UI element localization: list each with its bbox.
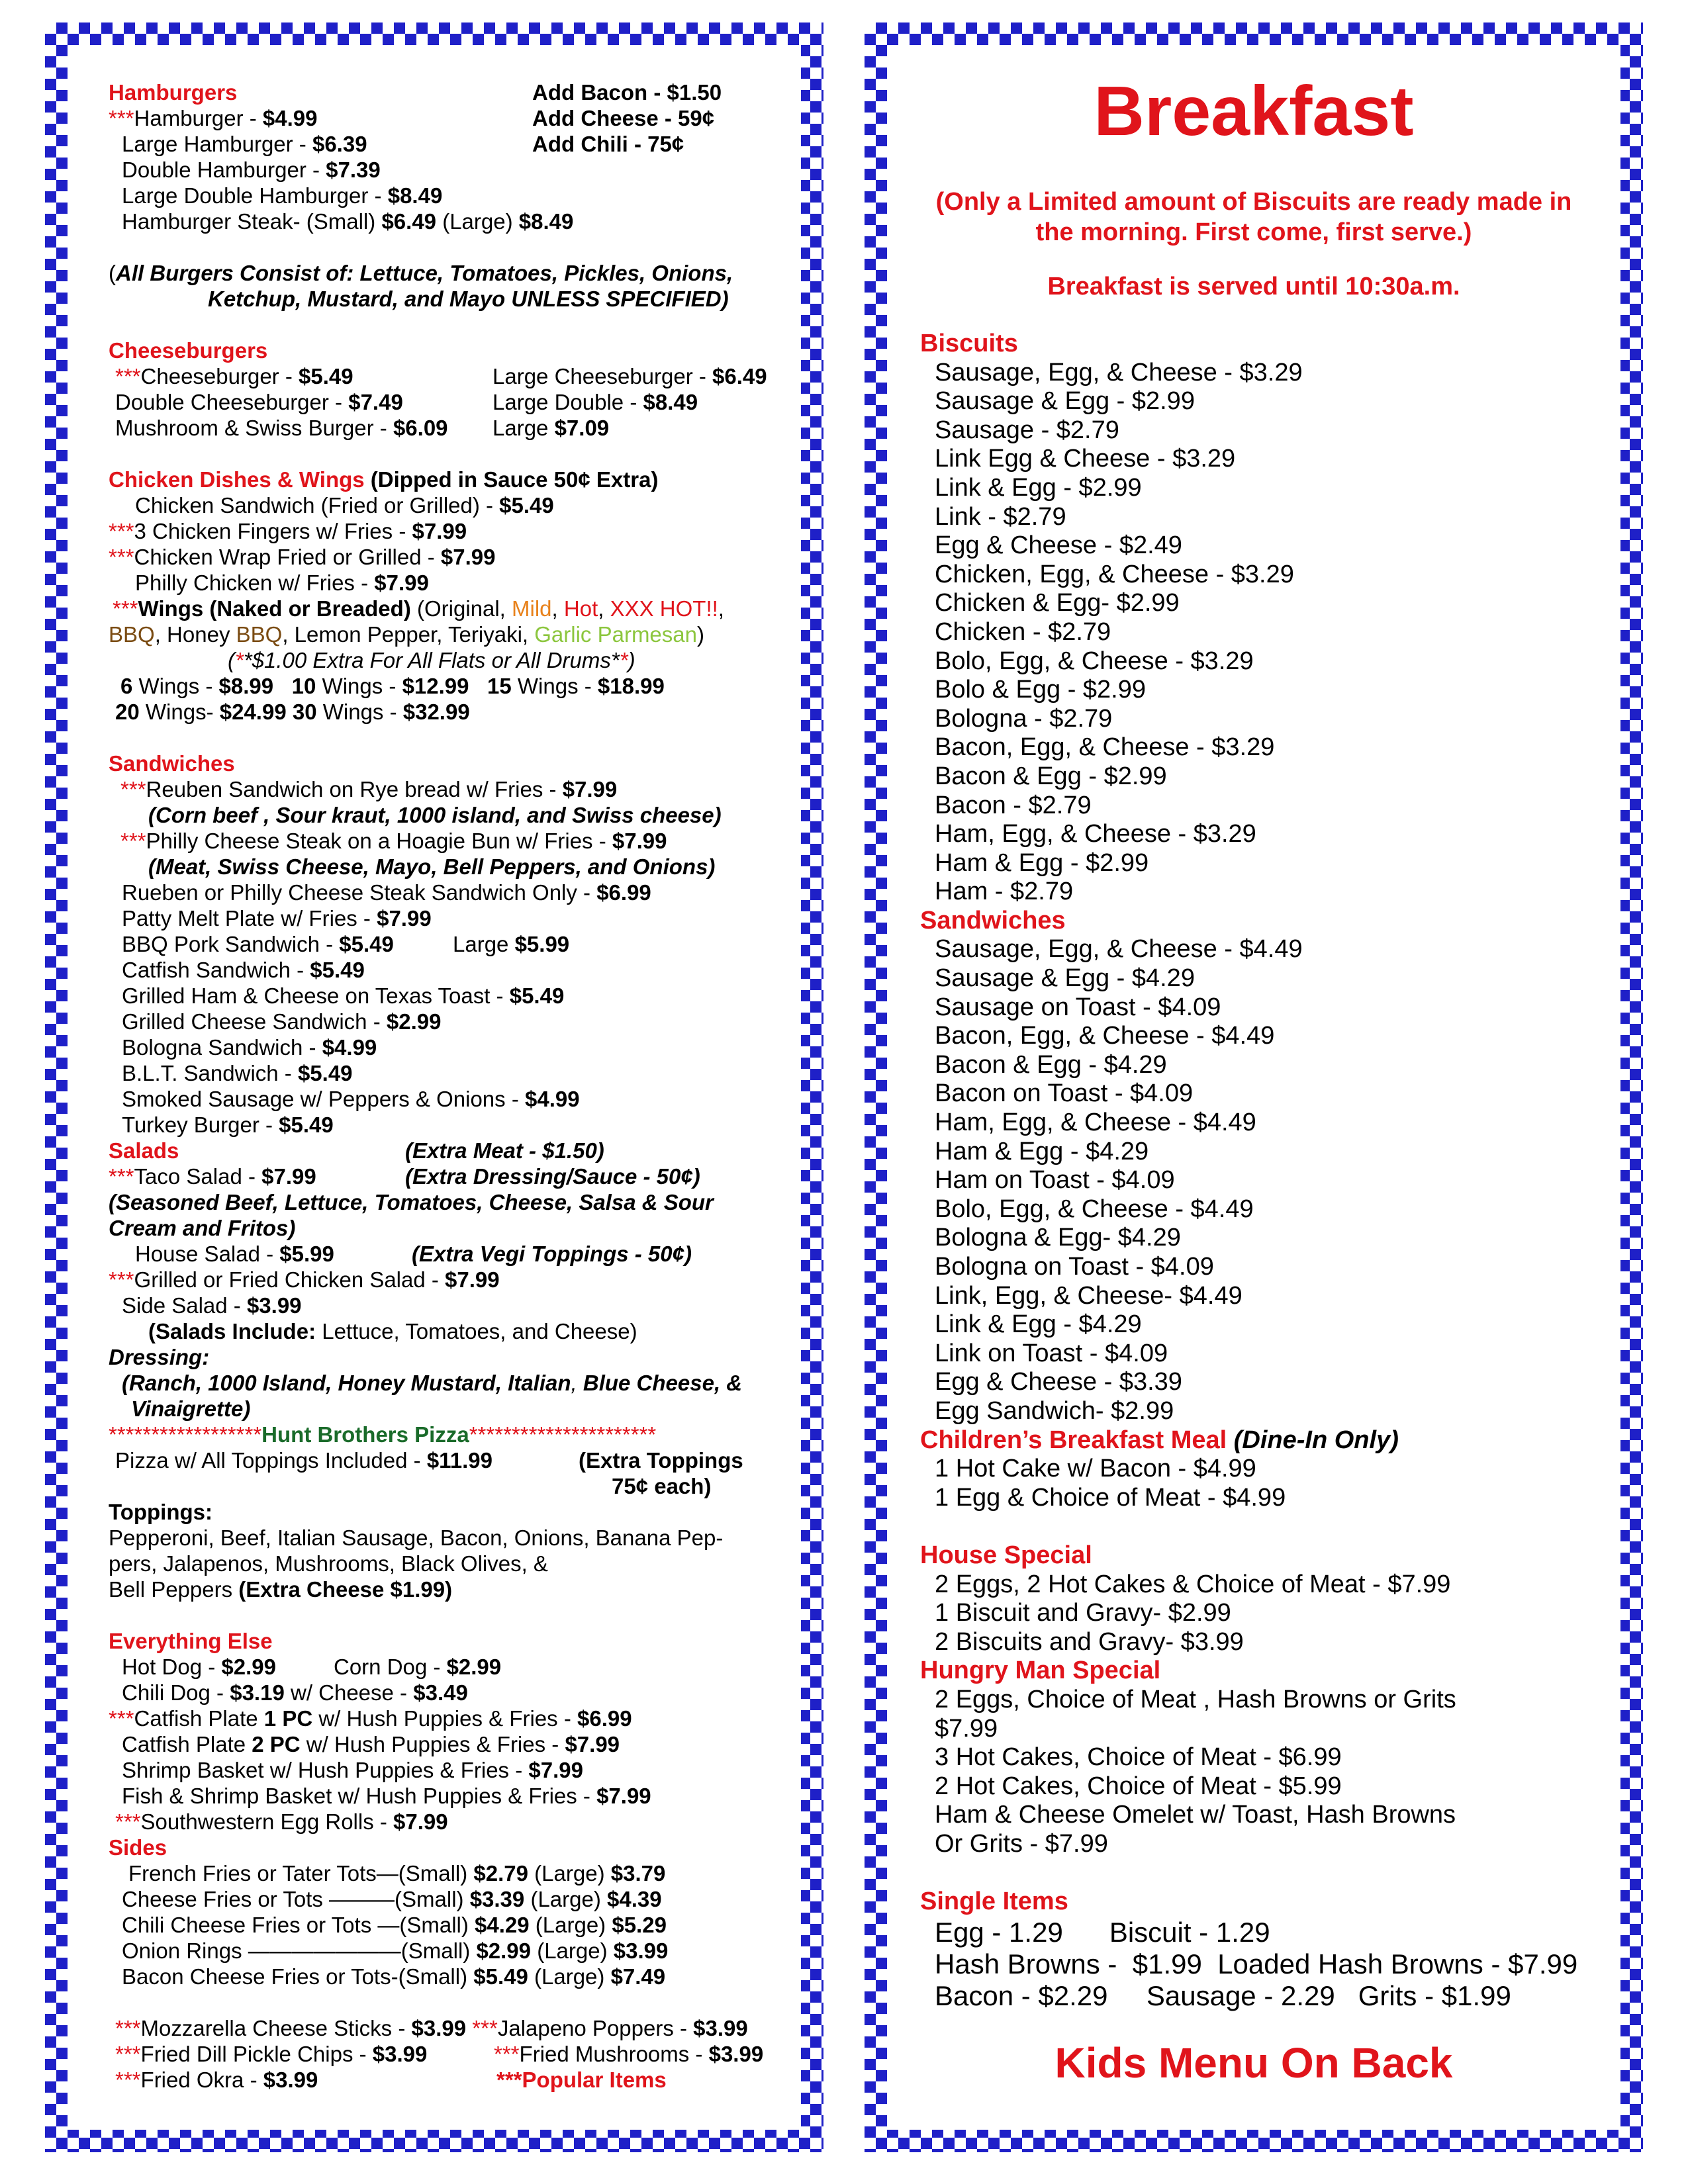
menu-item: Double Cheeseburger - $7.49 Large Double - $8.49 [115,390,698,414]
breakfast-menu-panel [865,23,1643,2152]
menu-item: Bolo, Egg, & Cheese - $3.29 [935,647,1254,675]
burger-note-cont: Ketchup, Mustard, and Mayo UNLESS SPECIFIED) [208,287,729,311]
menu-item: ***Cheeseburger - $5.49 Large Cheeseburger - $6.49 [115,364,767,388]
hungry-man-heading: Hungry Man Special [920,1657,1161,1685]
menu-item: 1 Hot Cake w/ Bacon - $4.99 [935,1455,1256,1483]
menu-item: Sausage on Toast - $4.09 [935,993,1221,1021]
wings-flavors: BBQ, Honey BBQ, Lemon Pepper, Teriyaki, Garlic Parmesan) [109,622,704,647]
menu-item: 1 Biscuit and Gravy- $2.99 [935,1599,1231,1627]
menu-item: Chili Cheese Fries or Tots —(Small) $4.29 (Large) $5.29 [122,1913,667,1937]
hamburgers-heading: Hamburgers [109,80,238,105]
biscuits-heading: Biscuits [920,330,1018,357]
menu-item: ***Chicken Wrap Fried or Grilled - $7.99 [109,545,496,569]
menu-item: Grilled Cheese Sandwich - $2.99 [122,1009,442,1034]
menu-item: Sausage & Egg - $2.99 [935,387,1195,416]
salads-heading: Salads [109,1138,179,1163]
pizza-heading-row: ******************Hunt Brothers Pizza********************** [109,1422,657,1447]
biscuit-notice: (Only a Limited amount of Biscuits are ready made in [935,188,1572,216]
menu-item: 1 Egg & Choice of Meat - $4.99 [935,1483,1286,1512]
menu-item: Turkey Burger - $5.49 [122,1113,334,1137]
breakfast-sandwiches-list [920,935,1607,1426]
addon-cheese: Add Cheese - 59¢ [532,106,715,130]
menu-item: Patty Melt Plate w/ Fries - $7.99 [122,906,432,931]
wing-prices: 6 Wings - $8.99 10 Wings - $12.99 15 Wings - $18.99 [120,674,665,698]
menu-item: Bolo & Egg - $2.99 [935,676,1146,704]
menu-item: Bacon & Egg - $2.99 [935,762,1167,790]
menu-item: Ham & Egg - $4.29 [935,1137,1149,1165]
menu-item: Shrimp Basket w/ Hush Puppies & Fries - $7.99 [122,1758,583,1782]
sandwiches-heading: Sandwiches [109,751,235,776]
menu-item: Rueben or Philly Cheese Steak Sandwich Only - $6.99 [122,880,651,905]
toppings-label: Toppings: [109,1500,213,1524]
item-note: (Seasoned Beef, Lettuce, Tomatoes, Cheese, Salsa & Sour [109,1190,714,1214]
menu-item: Hamburger Steak- (Small) $6.49 (Large) $8.49 [122,209,574,234]
menu-item: Onion Rings ———————(Small) $2.99 (Large) $3.99 [122,1938,669,1963]
menu-item: Double Hamburger - $7.39 [122,158,381,182]
menu-item: ***Hamburger - $4.99 Add Cheese - 59¢ [109,106,715,130]
menu-item: Side Salad - $3.99 [122,1293,302,1318]
menu-item: 2 Eggs, 2 Hot Cakes & Choice of Meat - $7.99 [935,1570,1451,1598]
menu-item: ***Fried Okra - $3.99 ***Popular Items [115,2068,667,2092]
menu-item: ***Taco Salad - $7.99 (Extra Dressing/Sauce - 50¢) [109,1164,700,1189]
menu-item: Link & Egg - $2.99 [935,473,1142,502]
menu-item: Sausage, Egg, & Cheese - $4.49 [935,935,1303,964]
menu-item: 2 Biscuits and Gravy- $3.99 [935,1627,1244,1656]
wing-prices: 20 Wings- $24.99 30 Wings - $32.99 [115,700,470,724]
menu-item: Ham & Cheese Omelet w/ Toast, Hash Browns [935,1801,1456,1829]
hamburgers-heading-row [109,79,788,105]
menu-item: Link on Toast - $4.09 [935,1339,1168,1367]
menu-item: Chili Dog - $3.19 w/ Cheese - $3.49 [122,1680,468,1705]
menu-item: Ham on Toast - $4.09 [935,1166,1175,1195]
single-items-list [920,1917,1607,2012]
menu-item: Grilled Ham & Cheese on Texas Toast - $5.49 [122,983,565,1008]
lunch-menu-content [68,45,801,2130]
childrens-meal-list [920,1455,1607,1512]
cheeseburgers-heading: Cheeseburgers [109,338,268,363]
menu-item: Bacon, Egg, & Cheese - $3.29 [935,733,1275,762]
toppings-list: Pepperoni, Beef, Italian Sausage, Bacon, Onions, Banana Pep- [109,1525,724,1550]
biscuits-list [920,359,1607,907]
menu-item: Ham - $2.79 [935,878,1074,906]
menu-item: Smoked Sausage w/ Peppers & Onions - $4.99 [122,1087,580,1111]
menu-item: ***Mozzarella Cheese Sticks - $3.99 ***Jalapeno Poppers - $3.99 [115,2016,748,2040]
chicken-heading-row: Chicken Dishes & Wings (Dipped in Sauce 50¢ Extra) [109,467,659,492]
menu-item: House Salad - $5.99 (Extra Vegi Toppings - 50¢) [135,1242,692,1266]
breakfast-menu-content [887,45,1620,2130]
item-note: (Meat, Swiss Cheese, Mayo, Bell Peppers, and Onions) [148,854,716,879]
menu-item: ***Southwestern Egg Rolls - $7.99 [115,1809,448,1834]
menu-item: Bacon, Egg, & Cheese - $4.49 [935,1022,1275,1050]
childrens-meal-heading: Children’s Breakfast Meal [920,1426,1227,1454]
menu-item: Egg - 1.29 Biscuit - 1.29 [935,1916,1270,1948]
menu-item: $7.99 [935,1714,998,1743]
menu-item: Bacon Cheese Fries or Tots-(Small) $5.49 (Large) $7.49 [122,1964,666,1989]
menu-item: Chicken Sandwich (Fried or Grilled) - $5.49 [135,493,554,518]
menu-item: 3 Hot Cakes, Choice of Meat - $6.99 [935,1743,1342,1772]
menu-item: Chicken - $2.79 [935,617,1111,646]
menu-item: Pizza w/ All Toppings Included - $11.99 (Extra Toppings [115,1448,743,1473]
menu-item: Large Hamburger - $6.39 Add Chili - 75¢ [122,132,684,156]
breakfast-hours: Breakfast is served until 10:30a.m. [1047,273,1460,300]
menu-item: Bologna - $2.79 [935,704,1113,733]
burger-note: (All Burgers Consist of: Lettuce, Tomatoes, Pickles, Onions, [109,261,733,285]
house-special-list [920,1570,1607,1657]
menu-item: Bolo, Egg, & Cheese - $4.49 [935,1195,1254,1223]
menu-item: Mushroom & Swiss Burger - $6.09 Large $7.09 [115,416,610,440]
wings-line: ***Wings (Naked or Breaded) (Original, Mild, Hot, XXX HOT!!, [113,596,724,621]
menu-item: Ham, Egg, & Cheese - $4.49 [935,1109,1256,1137]
hungry-man-list [920,1686,1607,1859]
menu-item: Link & Egg - $4.29 [935,1310,1142,1339]
menu-item: Link Egg & Cheese - $3.29 [935,445,1236,473]
flats-note: (**$1.00 Extra For All Flats or All Drums**) [228,648,635,672]
menu-item: 2 Eggs, Choice of Meat , Hash Browns or Grits [935,1685,1456,1713]
biscuit-notice-cont: the morning. First come, first serve.) [1035,218,1472,246]
lunch-menu-body: Hamburgers Add Bacon - $1.50 ***Hamburger - $4.99 Add Cheese - 59¢ Large Hamburger - $6.39 Add Chili - 75¢ Double Hamburger - $7.39 Large Double Hamburger - $8.49 Hamburger Steak- (Small) $6.49 (Large) $8.49 (All Burgers Consist of: Lettuce, Tomatoes, Pickles, Onions, Ketchup, Mustard, and Mayo UNLESS SPECIFIED) Cheeseburgers ***Cheeseburger - $5.49 Large Cheeseburger - $6.49 Double Cheeseburger - $7.49 Large Double - $8.49 Mushroom & Swiss Burger - $6.09 Large $7.09 Chicken Dishes & Wings (Dipped in Sauce 50¢ Extra) Chicken Sandwich (Fried or Grilled) - $5.49 ***3 Chicken Fingers w/ Fries - $7.99 ***Chicken Wrap Fried or Grilled - $7.99 Philly Chicken w/ Fries - $7.99 ***Wings (Naked or Breaded) (Original, Mild, Hot, XXX HOT!!, BBQ, Honey BBQ, Lemon Pepper, Teriyaki, Garlic Parmesan) (**$1.00 Extra For All Flats or All Drums**) 6 Wings - $8.99 10 Wings - $12.99 15 Wings - $18.99 20 Wings- $24.99 30 Wings - $32.99 Sandwiches ***Reuben Sandwich on Rye bread w/ Fries - $7.99 (Corn beef , Sour kraut, 1000 island, and Swiss cheese) ***Philly Cheese Steak on a Hoagie Bun w/ Fries - $7.99 (Meat, Swiss Cheese, Mayo, Bell Peppers, and Onions) Rueben or Philly Cheese Steak Sandwich Only - $6.99 Patty Melt Plate w/ Fries - $7.99 BBQ Pork Sandwich - $5.49 Large $5.99 Catfish Sandwich - $5.49 Grilled Ham & Cheese on Texas Toast - $5.49 Grilled Cheese Sandwich - $2.99 Bologna Sandwich - $4.99 B.L.T. Sandwich - $5.49 Smoked Sausage w/ Peppers & Onions - $4.99 Turkey Burger - $5.49 Salads (Extra Meat - $1.50) ***Taco Salad - $7.99 (Extra Dressing/Sauce - 50¢) (Seasoned Beef, Lettuce, Tomatoes, Cheese, Salsa & Sour Cream and Fritos) House Salad - $5.99 (Extra Vegi Toppings - 50¢) ***Grilled or Fried Chicken Salad - $7.99 Side Salad - $3.99 (Salads Include: Lettuce, Tomatoes, and Cheese) Dressing: (Ranch, 1000 Island, Honey Mustard, Italian, Blue Cheese, & Vinaigrette) ******************Hunt Brothers Pizza********************** Pizza w/ All Toppings Included - $11.99 (Extra Toppings 75¢ each) Toppings: Pepperoni, Beef, Italian Sausage, Bacon, Onions, Banana Pep- pers, Jalapenos, Mushrooms, Black Olives, & Bell Peppers (Extra Cheese $1.99) Everything Else Hot Dog - $2.99 Corn Dog - $2.99 Chili Dog - $3.19 w/ Cheese - $3.49 ***Catfish Plate 1 PC w/ Hush Puppies & Fries - $6.99 Catfish Plate 2 PC w/ Hush Puppies & Fries - $7.99 Shrimp Basket w/ Hush Puppies & Fries - $7.99 Fish & Shrimp Basket w/ Hush Puppies & Fries - $7.99 ***Southwestern Egg Rolls - $7.99 Sides French Fries or Tater Tots—(Small) $2.79 (Large) $3.79 Cheese Fries or Tots ———(Small) $3.39 (Large) $4.39 Chili Cheese Fries or Tots —(Small) $4.29 (Large) $5.29 Onion Rings ———————(Small) $2.99 (Large) $3.99 Bacon Cheese Fries or Tots-(Small) $5.49 (Large) $7.49 ***Mozzarella Cheese Sticks - $3.99 ***Jalapeno Poppers - $3.99 ***Fried Dill Pickle Chips - $3.99 ***Fried Mushrooms - $3.99 ***Fried Okra - $3.99 ***Popular Items [109,79,788,2093]
addon-bacon: Add Bacon - $1.50 [532,80,722,105]
toppings-list: pers, Jalapenos, Mushrooms, Black Olives, & [109,1551,548,1576]
menu-item: 2 Hot Cakes, Choice of Meat - $5.99 [935,1772,1342,1800]
menu-item: B.L.T. Sandwich - $5.49 [122,1061,353,1085]
breakfast-sandwiches-heading: Sandwiches [920,906,1066,934]
lunch-menu-panel [45,23,823,2152]
menu-item: Bacon on Toast - $4.09 [935,1079,1194,1108]
menu-item: Bacon - $2.29 Sausage - 2.29 Grits - $1.99 [935,1979,1511,2011]
menu-item: Philly Chicken w/ Fries - $7.99 [135,570,429,595]
menu-item: Bacon - $2.79 [935,791,1092,819]
pizza-heading: Hunt Brothers Pizza [261,1422,469,1447]
toppings-list: Bell Peppers (Extra Cheese $1.99) [109,1577,453,1602]
menu-item: Hot Dog - $2.99 Corn Dog - $2.99 [122,1655,502,1679]
menu-item: Catfish Sandwich - $5.49 [122,958,365,982]
popular-items-legend: ***Popular Items [496,2068,667,2092]
menu-item: Bologna on Toast - $4.09 [935,1253,1214,1281]
menu-item: Fish & Shrimp Basket w/ Hush Puppies & Fries - $7.99 [122,1784,651,1808]
menu-item: Large Double Hamburger - $8.49 [122,183,443,208]
sides-heading: Sides [109,1835,167,1860]
item-note: (Corn beef , Sour kraut, 1000 island, and Swiss cheese) [148,803,722,827]
menu-item: Bacon & Egg - $4.29 [935,1050,1167,1079]
menu-item: Link, Egg, & Cheese- $4.49 [935,1281,1243,1310]
menu-item: Ham, Egg, & Cheese - $3.29 [935,820,1256,848]
dressing-list: Vinaigrette) [131,1396,251,1421]
menu-item: ***3 Chicken Fingers w/ Fries - $7.99 [109,519,467,543]
addon-chili: Add Chili - 75¢ [532,132,684,156]
single-items-heading: Single Items [920,1888,1068,1916]
menu-item: Cheese Fries or Tots ———(Small) $3.39 (Large) $4.39 [122,1887,662,1911]
menu-item: Bologna & Egg- $4.29 [935,1224,1181,1252]
menu-item: Sausage & Egg - $4.29 [935,964,1195,993]
menu-item: Sausage, Egg, & Cheese - $3.29 [935,358,1303,387]
menu-item: Hash Browns - $1.99 Loaded Hash Browns - $7.99 [935,1948,1578,1979]
dressing-list: (Ranch, 1000 Island, Honey Mustard, Italian, Blue Cheese, & [122,1371,743,1395]
menu-item: Chicken, Egg, & Cheese - $3.29 [935,560,1294,588]
house-special-heading: House Special [920,1541,1092,1569]
item-note: Cream and Fritos) [109,1216,296,1240]
menu-item: Link - $2.79 [935,502,1066,531]
menu-item: ***Philly Cheese Steak on a Hoagie Bun w/ Fries - $7.99 [120,829,667,853]
menu-item: French Fries or Tater Tots—(Small) $2.79 (Large) $3.79 [128,1861,666,1886]
item-note: (Salads Include: Lettuce, Tomatoes, and Cheese) [148,1319,637,1343]
breakfast-title: Breakfast [1094,72,1414,150]
menu-item: ***Reuben Sandwich on Rye bread w/ Fries - $7.99 [120,777,618,801]
menu-item: ***Grilled or Fried Chicken Salad - $7.99 [109,1267,500,1292]
menu-item: Egg & Cheese - $2.49 [935,531,1182,560]
menu-item: Chicken & Egg- $2.99 [935,589,1180,617]
dressing-label: Dressing: [109,1345,210,1369]
menu-item: Egg & Cheese - $3.39 [935,1368,1182,1396]
menu-item: Egg Sandwich- $2.99 [935,1396,1174,1425]
menu-item: ***Catfish Plate 1 PC w/ Hush Puppies & Fries - $6.99 [109,1706,632,1731]
chicken-heading: Chicken Dishes & Wings [109,467,365,492]
everything-else-heading: Everything Else [109,1629,273,1653]
menu-item: ***Fried Dill Pickle Chips - $3.99 ***Fried Mushrooms - $3.99 [115,2042,764,2066]
menu-item: Sausage - $2.79 [935,416,1119,444]
kids-menu-note: Kids Menu On Back [1055,2039,1453,2087]
breakfast-menu-body: Biscuits Sausage, Egg, & Cheese - $3.29 Sausage & Egg - $2.99 Sausage - $2.79 Link Egg & Cheese - $3.29 Link & Egg - $2.99 Link - $2.79 Egg & Cheese - $2.49 Chicken, Egg, & Cheese - $3.29 Chicken & Egg- $2.99 Chicken - $2.79 Bolo, Egg, & Cheese - $3.29 Bolo & Egg - $2.99 Bologna - $2.79 Bacon, Egg, & Cheese - $3.29 Bacon & Egg - $2.99 Bacon - $2.79 Ham, Egg, & Cheese - $3.29 Ham & Egg - $2.99 Ham - $2.79 Sandwiches Sausage, Egg, & Cheese - $4.49 Sausage & Egg - $4.29 Sausage on Toast - $4.09 Bacon, Egg, & Cheese - $4.49 Bacon & Egg - $4.29 Bacon on Toast - $4.09 Ham, Egg, & Cheese - $4.49 Ham & Egg - $4.29 Ham on Toast - $4.09 Bolo, Egg, & Cheese - $4.49 Bologna & Egg- $4.29 Bologna on Toast - $4.09 Link, Egg, & Cheese- $4.49 Link & Egg - $4.29 Link on Toast - $4.09 Egg & Cheese - $3.39 Egg Sandwich- $2.99 Children’s Breakfast Meal (Dine-In Only) 1 Hot Cake w/ Bacon - $4.99 1 Egg & Choice of Meat - $4.99 House Special 2 Eggs, 2 Hot Cakes & Choice of Meat - $7.99 1 Biscuit and Gravy- $2.99 2 Biscuits and Gravy- $3.99 Hungry Man Special 2 Eggs, Choice of Meat , Hash Browns or Grits $7.99 3 Hot Cakes, Choice of Meat - $6.99 2 Hot Cakes, Choice of Meat - $5.99 Ham & Cheese Omelet w/ Toast, Hash Browns Or Grits - $7.99 Single Items Egg - 1.29 Biscuit - 1.29 Hash Browns - $1.99 Loaded Hash Browns - $7.99 Bacon - $2.29 Sausage - 2.29 Grits - $1.99 [920,330,1607,2012]
menu-item: Or Grits - $7.99 [935,1829,1108,1858]
menu-item: Catfish Plate 2 PC w/ Hush Puppies & Fries - $7.99 [122,1732,620,1756]
menu-item: Ham & Egg - $2.99 [935,848,1149,877]
menu-item: Bologna Sandwich - $4.99 [122,1035,377,1060]
menu-item: BBQ Pork Sandwich - $5.49 Large $5.99 [122,932,570,956]
